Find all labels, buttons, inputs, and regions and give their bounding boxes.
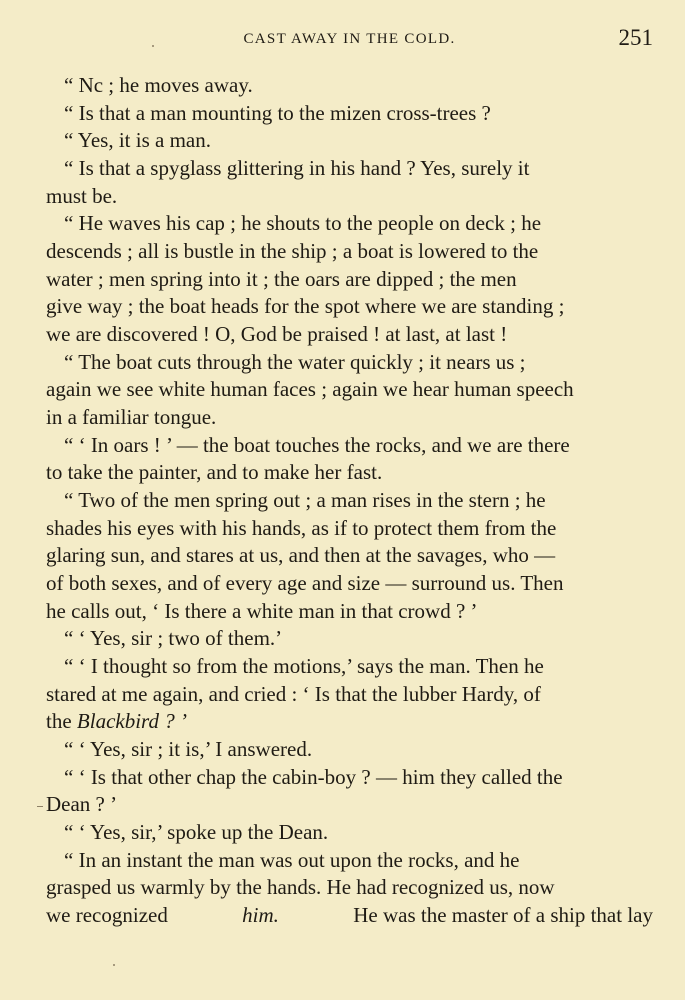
text-line-17: shades his eyes with his hands, as if to protect them from the [46, 515, 557, 540]
text-line-31 [46, 902, 653, 930]
page-number: 251 [618, 25, 653, 50]
text-line-25: “ ‘ Yes, sir ; it is,’ I answered. [64, 737, 313, 762]
text-line-22: “ ‘ I thought so from the motions,’ says the man. Then he [64, 654, 544, 679]
text-line-2: “ Is that a man mounting to the mizen cross-trees ? [64, 100, 491, 125]
text-line-3: “ Yes, it is a man. [64, 128, 211, 153]
text-line-1: “ Nc ; he moves away. [64, 73, 253, 97]
text-line-28: “ ‘ Yes, sir,’ spoke up the Dean. [64, 820, 329, 845]
text-line-26: “ ‘ Is that other chap the cabin-boy ? — him they called the [64, 764, 563, 789]
text-line-14: “ ‘ In oars ! ’ — the boat touches the rocks, and we are there [64, 432, 570, 457]
text-line-6: “ He waves his cap ; he shouts to the people on deck ; he [64, 211, 542, 236]
text-line-10: we are discovered ! O, God be praised ! at last, at last ! [46, 322, 508, 347]
text-line-13: in a familiar tongue. [46, 405, 217, 430]
text-line-5: must be. [46, 183, 118, 208]
text-line-30: grasped us warmly by the hands. He had recognized us, now [46, 875, 555, 900]
text-line-8: water ; men spring into it ; the oars are dipped ; the men [46, 266, 517, 291]
text-line-18: glaring sun, and stares at us, and then at the savages, who — [46, 543, 556, 568]
text-line-7: descends ; all is bustle in the ship ; a boat is lowered to the [46, 239, 539, 264]
page-text [46, 72, 653, 930]
text-line-29: “ In an instant the man was out upon the rocks, and he [64, 847, 520, 872]
margin-mark-bottom [113, 964, 115, 966]
text-line-15: to take the painter, and to make her fast. [46, 460, 383, 485]
text-line-9: give way ; the boat heads for the spot where we are standing ; [46, 294, 565, 319]
text-line-27: Dean ? ’ [46, 792, 118, 817]
text-line-24 [46, 708, 653, 736]
text-line-21: “ ‘ Yes, sir ; two of them.’ [64, 626, 283, 651]
margin-mark-left [37, 806, 43, 807]
chapter-title: CAST AWAY IN THE COLD. [243, 31, 456, 47]
text-line-23: stared at me again, and cried : ‘ Is that the lubber Hardy, of [46, 681, 541, 706]
text-line-11: “ The boat cuts through the water quickly ; it nears us ; [64, 349, 526, 374]
text-line-4: “ Is that a spyglass glittering in his hand ? Yes, surely it [64, 156, 530, 181]
text-line-19: of both sexes, and of every age and size — surround us. Then [46, 571, 564, 596]
text-line-16: “ Two of the men spring out ; a man rises in the stern ; he [64, 488, 546, 513]
ship-name-blackbird: Blackbird ? ’ [76, 709, 187, 734]
text-line-24-prefix: the [46, 709, 72, 734]
text-line-20: he calls out, ‘ Is there a white man in that crowd ? ’ [46, 598, 478, 623]
text-line-31-prefix: we recognized [46, 903, 168, 928]
running-head [46, 27, 653, 51]
emphasis-him: him. [242, 903, 279, 928]
text-line-12: again we see white human faces ; again we hear human speech [46, 377, 574, 402]
text-line-31-suffix: He was the master of a ship that lay [353, 903, 653, 928]
margin-mark-top [152, 45, 154, 47]
